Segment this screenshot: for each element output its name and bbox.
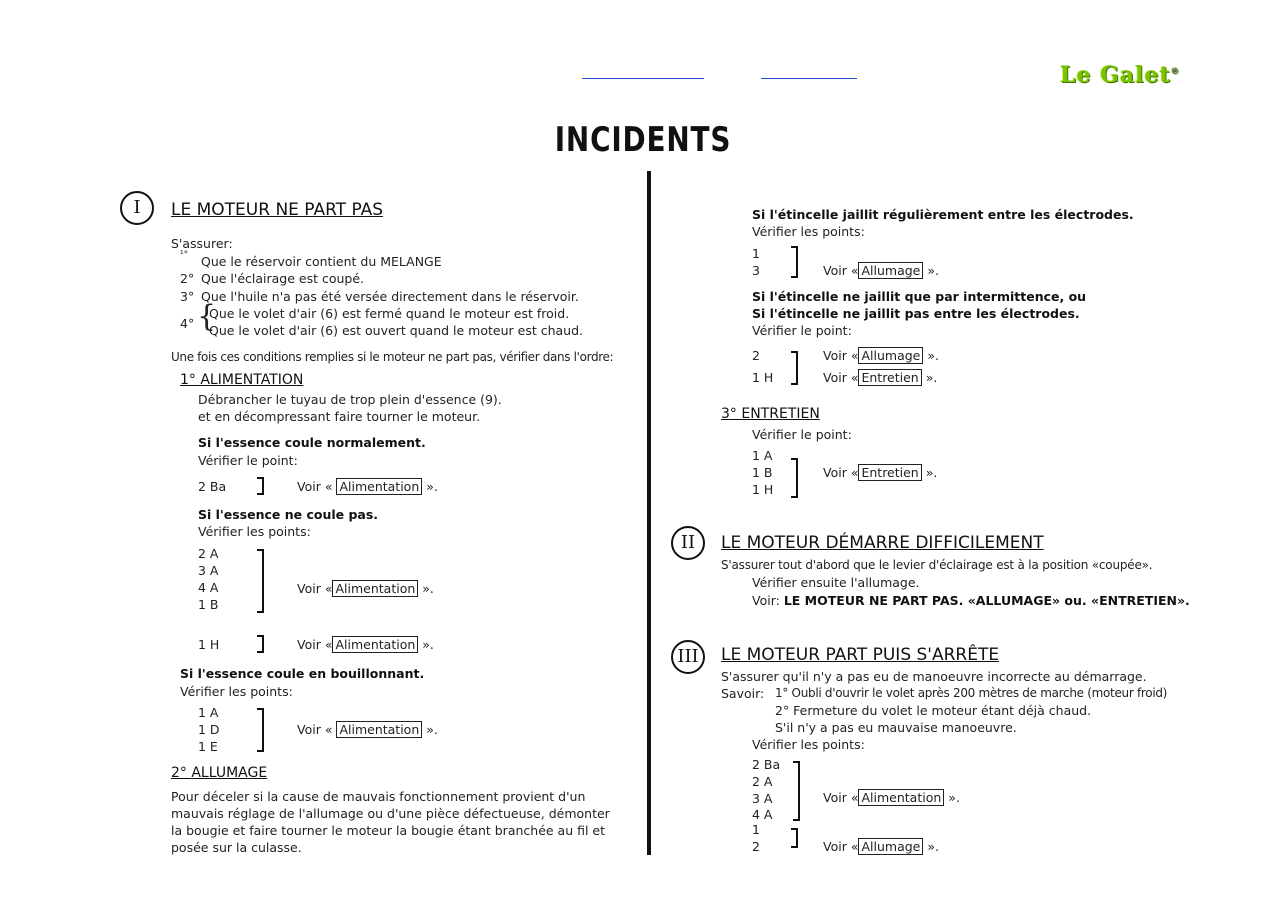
point-1b: 1 B	[752, 465, 773, 480]
check-4-brace: {	[197, 299, 217, 334]
alim-line-2: et en décompressant faire tourner le moteur.	[198, 409, 481, 424]
s3-line-3: 2° Fermeture du volet le moteur étant déjà chaud.	[775, 703, 1092, 718]
section-2-number: II	[671, 526, 705, 560]
voir-label: Voir	[823, 839, 847, 854]
voir-label: Voir	[823, 465, 847, 480]
alimentation-ref-box[interactable]: Alimentation	[858, 789, 944, 806]
point-3a: 3 A	[752, 791, 773, 806]
entretien-heading: 3° ENTRETIEN	[721, 406, 820, 422]
point-3a: 3 A	[198, 563, 219, 578]
point-1h: 1 H	[752, 370, 774, 385]
check-3-number: 3°	[180, 289, 195, 304]
check-4-number: 4°	[180, 316, 195, 331]
point-1d: 1 D	[198, 722, 220, 737]
allumage-text-1: Pour déceler si la cause de mauvais fonctionnement provient d'un	[171, 789, 586, 804]
section-3-number: III	[671, 640, 705, 674]
voir-ref: Voir « Alimentation ».	[297, 637, 434, 652]
allumage-heading: 2° ALLUMAGE	[171, 765, 268, 781]
allumage-text-4: posée sur la culasse.	[171, 840, 302, 855]
s2-line-3	[752, 593, 1190, 608]
section-1-number: I	[120, 191, 154, 225]
s2-line-1: S'assurer tout d'abord que le levier d'éclairage est à la position «coupée».	[721, 558, 1153, 572]
savoir-label: Savoir:	[721, 686, 765, 701]
entretien-ref-box[interactable]: Entretien	[858, 464, 921, 481]
allumage-text-2: mauvais réglage de l'allumage ou d'une pièce défectueuse, démonter	[171, 806, 610, 821]
alimentation-ref-box[interactable]: Alimentation	[336, 721, 422, 738]
point-1e: 1 E	[198, 739, 218, 754]
voir-ref: Voir « Allumage ».	[823, 263, 939, 278]
check-2-text: Que l'éclairage est coupé.	[201, 271, 365, 286]
section-3-title: LE MOTEUR PART PUIS S'ARRÊTE	[721, 645, 1000, 665]
point-2ba: 2 Ba	[752, 757, 781, 772]
voir-label: Voir	[297, 637, 321, 652]
bracket	[791, 246, 798, 278]
voir-ref: Voir « Alimentation ».	[297, 581, 434, 596]
alim-case-1: Si l'essence coule normalement.	[198, 435, 426, 450]
point-1a: 1 A	[198, 705, 219, 720]
alim-case-2: Si l'essence ne coule pas.	[198, 507, 379, 522]
voir-ref: Voir « Entretien ».	[823, 465, 938, 480]
brand-name: Le Galet	[1060, 62, 1171, 88]
point-2ba: 2 Ba	[198, 479, 227, 494]
page-title: INCIDENTS	[554, 120, 732, 160]
allumage-text-3: la bougie et faire tourner le moteur la bougie étant branchée au fil et	[171, 823, 606, 838]
allumage-ref-box[interactable]: Allumage	[858, 262, 923, 279]
point-2: 2	[752, 348, 760, 363]
check-4b-text: Que le volet d'air (6) est ouvert quand le moteur est chaud.	[209, 323, 583, 338]
check-2-number: 2°	[180, 271, 195, 286]
section-2-title: LE MOTEUR DÉMARRE DIFFICILEMENT	[721, 533, 1044, 553]
point-2a: 2 A	[198, 546, 219, 561]
voir-label: Voir	[823, 790, 847, 805]
alimentation-ref-box[interactable]: Alimentation	[332, 636, 418, 653]
s2-voir-refs: LE MOTEUR NE PART PAS. «ALLUMAGE» ou. «ENTRETIEN».	[783, 593, 1190, 608]
point-2: 2	[752, 839, 760, 854]
allumage-ref-box[interactable]: Allumage	[858, 838, 923, 855]
spark-case-2b: Si l'étincelle ne jaillit pas entre les électrodes.	[752, 306, 1080, 321]
voir-ref: Voir « Alimentation ».	[297, 479, 438, 494]
alim-verif-2: Vérifier les points:	[198, 524, 311, 539]
header-link-underline-1[interactable]	[582, 78, 704, 79]
spark-verif-2: Vérifier le point:	[752, 323, 852, 338]
voir-ref: Voir « Alimentation ».	[823, 790, 960, 805]
alim-line-1: Débrancher le tuyau de trop plein d'essence (9).	[198, 392, 502, 407]
voir-label: Voir	[823, 370, 847, 385]
alimentation-ref-box[interactable]: Alimentation	[332, 580, 418, 597]
spark-case-2a: Si l'étincelle ne jaillit que par intermittence, ou	[752, 289, 1087, 304]
check-3-text: Que l'huile n'a pas été versée directement dans le réservoir.	[201, 289, 579, 304]
voir-ref: Voir « Allumage ».	[823, 348, 939, 363]
s3-line-4: S'il n'y a pas eu mauvaise manoeuvre.	[775, 720, 1017, 735]
bracket	[257, 477, 264, 495]
check-1-text: Que le réservoir contient du MELANGE	[201, 254, 442, 269]
spark-verif-1: Vérifier les points:	[752, 224, 865, 239]
point-4a: 4 A	[198, 580, 219, 595]
alim-verif-3: Vérifier les points:	[180, 684, 293, 699]
voir-label: Voir	[823, 348, 847, 363]
alimentation-ref-box[interactable]: Alimentation	[336, 478, 422, 495]
s2-voir-label: Voir:	[752, 593, 780, 608]
bracket	[791, 828, 798, 848]
point-1a: 1 A	[752, 448, 773, 463]
entretien-ref-box[interactable]: Entretien	[858, 369, 921, 386]
voir-label: Voir	[297, 722, 321, 737]
bracket	[791, 351, 798, 385]
brand-logo	[1060, 62, 1180, 88]
point-1h: 1 H	[752, 482, 774, 497]
voir-ref: Voir « Entretien ».	[823, 370, 938, 385]
voir-ref: Voir « Allumage ».	[823, 839, 939, 854]
bracket	[257, 635, 264, 653]
voir-label: Voir	[297, 479, 321, 494]
alimentation-heading: 1° ALIMENTATION	[180, 372, 304, 388]
point-3: 3	[752, 263, 760, 278]
une-fois-text: Une fois ces conditions remplies si le moteur ne part pas, vérifier dans l'ordre:	[171, 350, 614, 364]
bracket	[793, 761, 800, 821]
point-1h: 1 H	[198, 637, 220, 652]
header-link-underline-2[interactable]	[761, 78, 857, 79]
point-2a: 2 A	[752, 774, 773, 789]
voir-label: Voir	[823, 263, 847, 278]
s3-line-2: 1° Oubli d'ouvrir le volet après 200 mètres de marche (moteur froid)	[775, 686, 1168, 700]
voir-ref: Voir « Alimentation ».	[297, 722, 438, 737]
s3-line-1: S'assurer qu'il n'y a pas eu de manoeuvre incorrecte au démarrage.	[721, 669, 1147, 684]
alim-case-3: Si l'essence coule en bouillonnant.	[180, 666, 425, 681]
s2-line-2: Vérifier ensuite l'allumage.	[752, 575, 920, 590]
point-1b: 1 B	[198, 597, 219, 612]
entretien-verif: Vérifier le point:	[752, 427, 852, 442]
point-1: 1	[752, 246, 760, 261]
brand-registered-mark: ®	[1170, 65, 1180, 76]
check-4a-text: Que le volet d'air (6) est fermé quand le moteur est froid.	[209, 306, 570, 321]
bracket	[791, 458, 798, 498]
allumage-ref-box[interactable]: Allumage	[858, 347, 923, 364]
check-1-marker: ¹°	[180, 250, 189, 260]
point-1: 1	[752, 822, 760, 837]
assurer-label: S'assurer:	[171, 236, 233, 251]
s3-verif: Vérifier les points:	[752, 737, 865, 752]
voir-label: Voir	[297, 581, 321, 596]
section-1-title: LE MOTEUR NE PART PAS	[171, 200, 384, 220]
alim-verif-1: Vérifier le point:	[198, 453, 298, 468]
bracket	[257, 708, 264, 752]
spark-case-1: Si l'étincelle jaillit régulièrement entre les électrodes.	[752, 207, 1134, 222]
bracket	[257, 549, 264, 613]
column-divider	[647, 171, 651, 855]
point-4a: 4 A	[752, 807, 773, 822]
